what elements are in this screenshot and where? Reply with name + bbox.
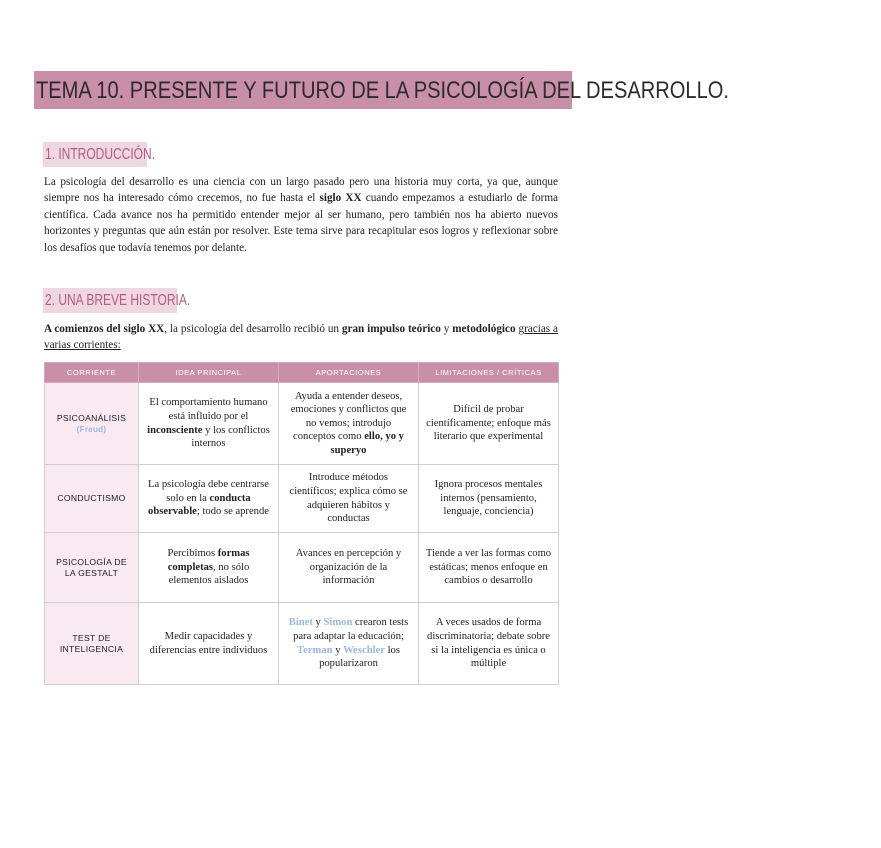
cell-corriente: TEST DE INTELIGENCIA — [45, 603, 139, 685]
author-binet: Binet — [288, 617, 313, 629]
table-row — [45, 533, 559, 603]
cell-aportaciones: Introduce métodos científicos; explica cómo se adquieren hábitos y conductas — [279, 465, 419, 533]
section-heading-historia: 2. UNA BREVE HISTORIA. — [43, 288, 177, 313]
emphasis-siglo-xx: siglo XX — [319, 192, 362, 205]
cell-corriente: PSICOANÁLISIS (Freud) — [45, 383, 139, 465]
author-note: (Freud) — [76, 424, 107, 434]
cell-limitaciones: Ignora procesos mentales internos (pensamiento, lenguaje, conciencia) — [419, 465, 559, 533]
cell-aportaciones: Avances en percepción y organización de la información — [279, 533, 419, 603]
page-title: TEMA 10. PRESENTE Y FUTURO DE LA PSICOLOGÍA DEL DESARROLLO. — [34, 71, 572, 109]
header-corriente: CORRIENTE — [45, 363, 139, 383]
table-row — [45, 465, 559, 533]
intro-paragraph: La psicología del desarrollo es una ciencia con un largo pasado pero una historia muy corta, ya que, aunque siempre nos ha interesado cómo crecemos, no fue hasta el siglo XX cuando empezamos a estudiarlo de forma científica. Cada avance nos ha permitido entender mejor al ser humano, pero también nos ha abierto nuevos horizontes y preguntas que aún están por resolver. Este tema sirve para recapitular esos logros y reflexionar sobre los desafíos que todavía tenemos por delante. — [44, 176, 558, 254]
cell-corriente: PSICOLOGÍA DE LA GESTALT — [45, 533, 139, 603]
header-idea: IDEA PRINCIPAL — [139, 363, 279, 383]
cell-idea: El comportamiento humano está influido por el inconsciente y los conflictos internos — [139, 383, 279, 465]
author-terman: Terman — [297, 644, 333, 656]
cell-limitaciones: Tiende a ver las formas como estáticas; menos enfoque en cambios o desarrollo — [419, 533, 559, 603]
section-heading-introduccion: 1. INTRODUCCIÓN. — [43, 142, 147, 167]
cell-limitaciones: Difícil de probar científicamente; enfoque más literario que experimental — [419, 383, 559, 465]
header-aportaciones: APORTACIONES — [279, 363, 419, 383]
table-row — [45, 383, 559, 465]
table-row — [45, 603, 559, 685]
cell-idea: La psicología debe centrarse solo en la conducta observable; todo se aprende — [139, 465, 279, 533]
cell-limitaciones: A veces usados de forma discriminatoria; debate sobre si la inteligencia es única o múltiple — [419, 603, 559, 685]
table-header-row — [45, 363, 559, 383]
history-paragraph: A comienzos del siglo XX, la psicología del desarrollo recibió un gran impulso teórico y metodológico gracias a varias corrientes: — [44, 323, 558, 352]
author-weschler: Weschler — [343, 644, 385, 656]
cell-corriente: CONDUCTISMO — [45, 465, 139, 533]
cell-aportaciones: Binet y Simon crearon tests para adaptar la educación; Terman y Weschler los popularizaron — [279, 603, 419, 685]
header-limitaciones: LIMITACIONES / CRÍTICAS — [419, 363, 559, 383]
cell-idea: Medir capacidades y diferencias entre individuos — [139, 603, 279, 685]
cell-aportaciones: Ayuda a entender deseos, emociones y conflictos que no vemos; introdujo conceptos como ello, yo y superyo — [279, 383, 419, 465]
corrientes-table — [44, 362, 559, 685]
author-simon: Simon — [323, 617, 353, 629]
cell-idea: Percibimos formas completas, no sólo elementos aislados — [139, 533, 279, 603]
